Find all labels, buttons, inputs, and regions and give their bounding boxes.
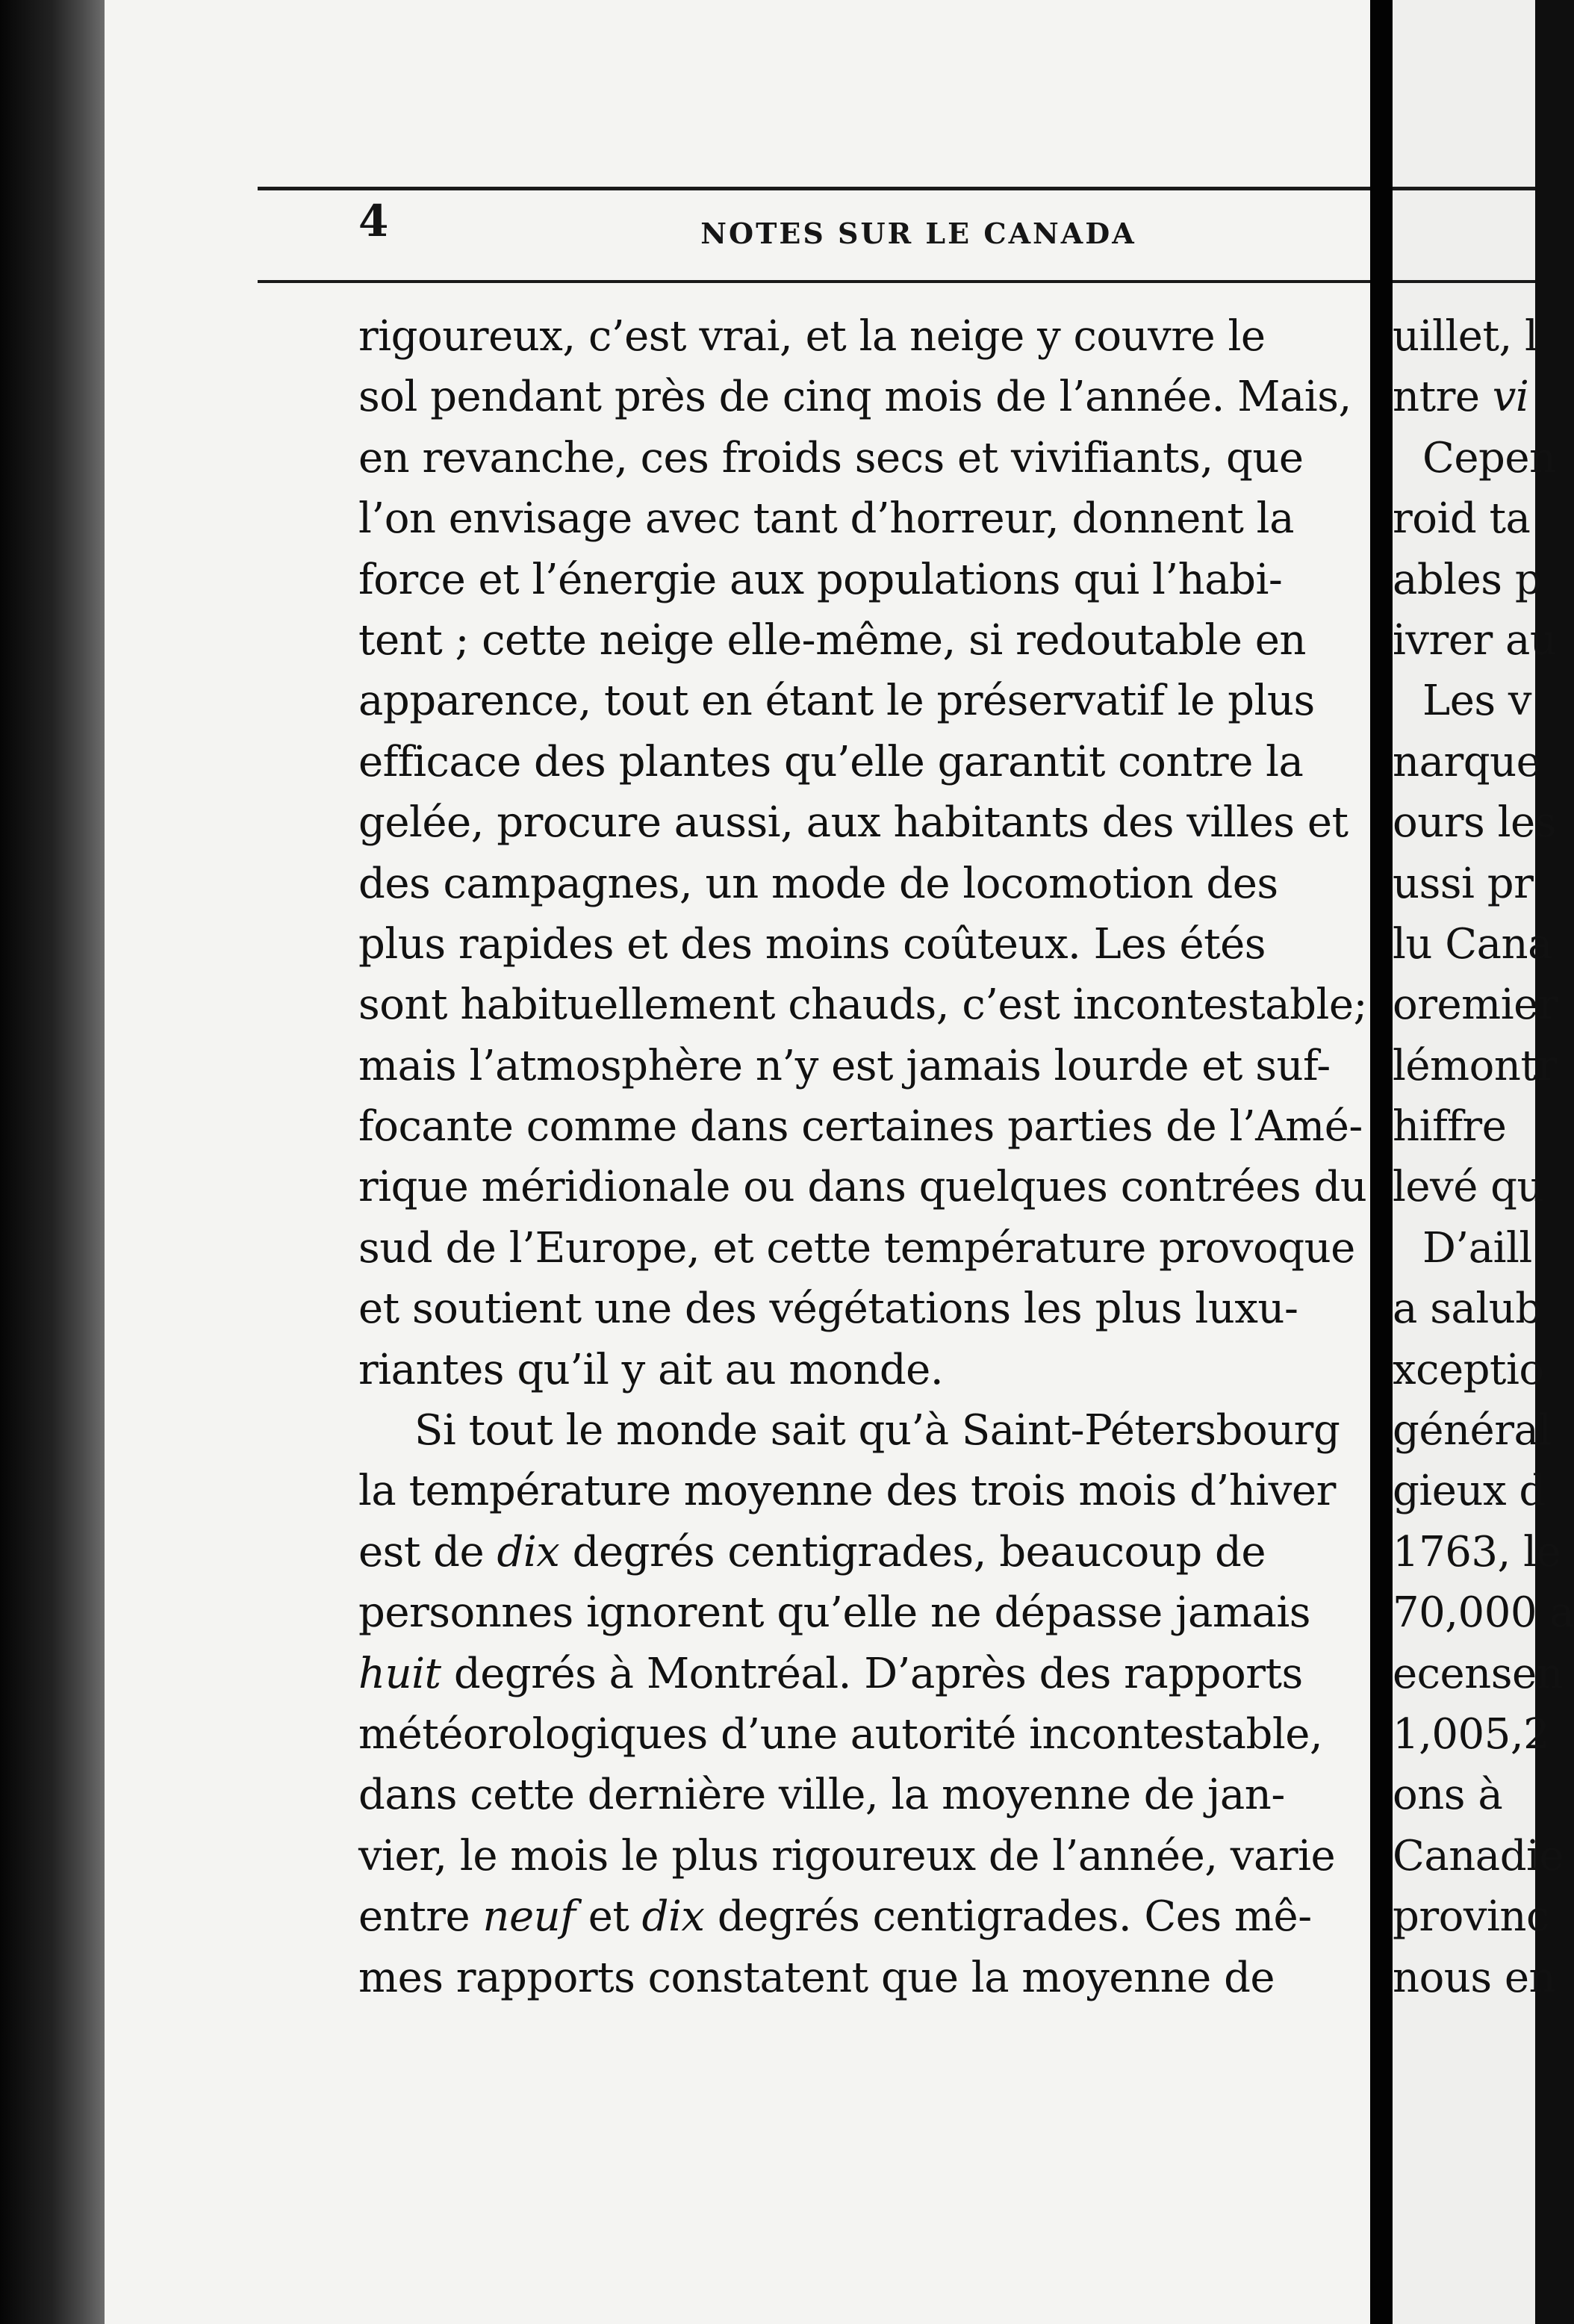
italic-word: vi [1492, 373, 1529, 422]
text-line: dans cette dernière ville, la moyenne de jan- [358, 1771, 1285, 1820]
right-text-line: 1,005,2 [1393, 1709, 1550, 1759]
header-rule-top [258, 187, 1370, 190]
scan-edge [0, 0, 105, 2324]
page-number: 4 [358, 196, 389, 246]
right-page-text [1393, 306, 1574, 2008]
text-line: la température moyenne des trois mois d’hiver [358, 1467, 1336, 1516]
right-text-line: oremier [1393, 981, 1558, 1030]
right-page [1393, 0, 1574, 2324]
italic-word: dix [641, 1892, 705, 1942]
running-title: NOTES SUR LE CANADA [700, 217, 1136, 250]
right-text-line: ables p [1393, 555, 1542, 604]
right-text-line: ours les [1393, 798, 1556, 848]
right-text-line: ecensen [1393, 1649, 1564, 1698]
right-text-line: roid ta [1393, 494, 1531, 544]
text-line: rigoureux, c’est vrai, et la neige y couvre le [358, 312, 1266, 361]
text-line: mais l’atmosphère n’y est jamais lourde et suf- [358, 1041, 1331, 1090]
text-line: l’on envisage avec tant d’horreur, donnent la [358, 494, 1294, 544]
right-text-line: levé qu [1393, 1163, 1544, 1212]
right-text-line: nous en [1393, 1953, 1556, 2002]
text-line: personnes ignorent qu’elle ne dépasse jamais [358, 1588, 1310, 1638]
right-text-line: Cepen [1422, 433, 1556, 482]
right-text-line: narque [1393, 737, 1541, 786]
text-line: efficace des plantes qu’elle garantit contre la [358, 737, 1304, 786]
right-text-line: a salub [1393, 1284, 1542, 1334]
text-line: rique méridionale ou dans quelques contrées du [358, 1163, 1367, 1212]
right-text-line: hiffre [1393, 1102, 1507, 1152]
text-line: force et l’énergie aux populations qui l’habi- [358, 555, 1283, 604]
right-text-line: D’aill [1422, 1223, 1532, 1273]
text-line: tent ; cette neige elle-même, si redoutable en [358, 615, 1306, 665]
text-line: météorologiques d’une autorité incontestable, [358, 1709, 1323, 1759]
text-line: plus rapides et des moins coûteux. Les étés [358, 919, 1266, 969]
text-line: riantes qu’il y ait au monde. [358, 1345, 944, 1394]
text-line: et soutient une des végétations les plus luxu- [358, 1284, 1298, 1334]
right-text-line: Les v [1422, 677, 1532, 726]
right-text-line: gieux d [1393, 1467, 1546, 1516]
text-line-rich: entre neuf et dix degrés centigrades. Ces mê- [358, 1892, 1312, 1942]
text-line: gelée, procure aussi, aux habitants des villes et [358, 798, 1349, 848]
text-line: Si tout le monde sait qu’à Saint-Pétersbourg [414, 1406, 1340, 1455]
right-text-line: lémontr [1393, 1041, 1557, 1090]
text-line: apparence, tout en étant le préservatif le plus [358, 677, 1315, 726]
italic-word: dix [497, 1527, 560, 1576]
right-text-line: 1763, le [1393, 1527, 1561, 1576]
text-line: sol pendant près de cinq mois de l’année. Mais, [358, 373, 1351, 422]
header-rule-bottom [258, 280, 1370, 283]
right-text-line: ntre vi [1393, 373, 1529, 422]
right-text-line: ivrer au [1393, 615, 1557, 665]
right-text-line: ussi pr [1393, 859, 1534, 908]
right-text-line: Canadie [1393, 1831, 1564, 1880]
right-text-line: 70,000 a [1393, 1588, 1574, 1638]
right-text-line: ons à [1393, 1771, 1503, 1820]
body-text [358, 306, 1389, 2008]
right-text-line: provinc [1393, 1892, 1549, 1942]
text-line: sud de l’Europe, et cette température provoque [358, 1223, 1355, 1273]
text-line: sont habituellement chauds, c’est incontestable; [358, 981, 1367, 1030]
italic-word: huit [358, 1649, 441, 1698]
text-line-rich: est de dix degrés centigrades, beaucoup de [358, 1527, 1266, 1576]
text-line: focante comme dans certaines parties de l’Amé- [358, 1102, 1363, 1152]
text-line: en revanche, ces froids secs et vivifiants, que [358, 433, 1304, 482]
text-line: des campagnes, un mode de locomotion des [358, 859, 1278, 908]
right-header-rule-bottom [1393, 280, 1535, 283]
text-line: vier, le mois le plus rigoureux de l’année, varie [358, 1831, 1336, 1880]
text-line: mes rapports constatent que la moyenne de [358, 1953, 1275, 2002]
text-line-rich: huit degrés à Montréal. D’après des rapports [358, 1649, 1303, 1698]
right-text-line: xceptio [1393, 1345, 1544, 1394]
right-text-line: uillet, l [1393, 312, 1538, 361]
italic-word: neuf [482, 1892, 576, 1942]
right-text-line: général [1393, 1406, 1552, 1455]
binding-gutter [1370, 0, 1393, 2324]
right-text-line: lu Cana [1393, 919, 1552, 969]
right-header-rule-top [1393, 187, 1535, 190]
